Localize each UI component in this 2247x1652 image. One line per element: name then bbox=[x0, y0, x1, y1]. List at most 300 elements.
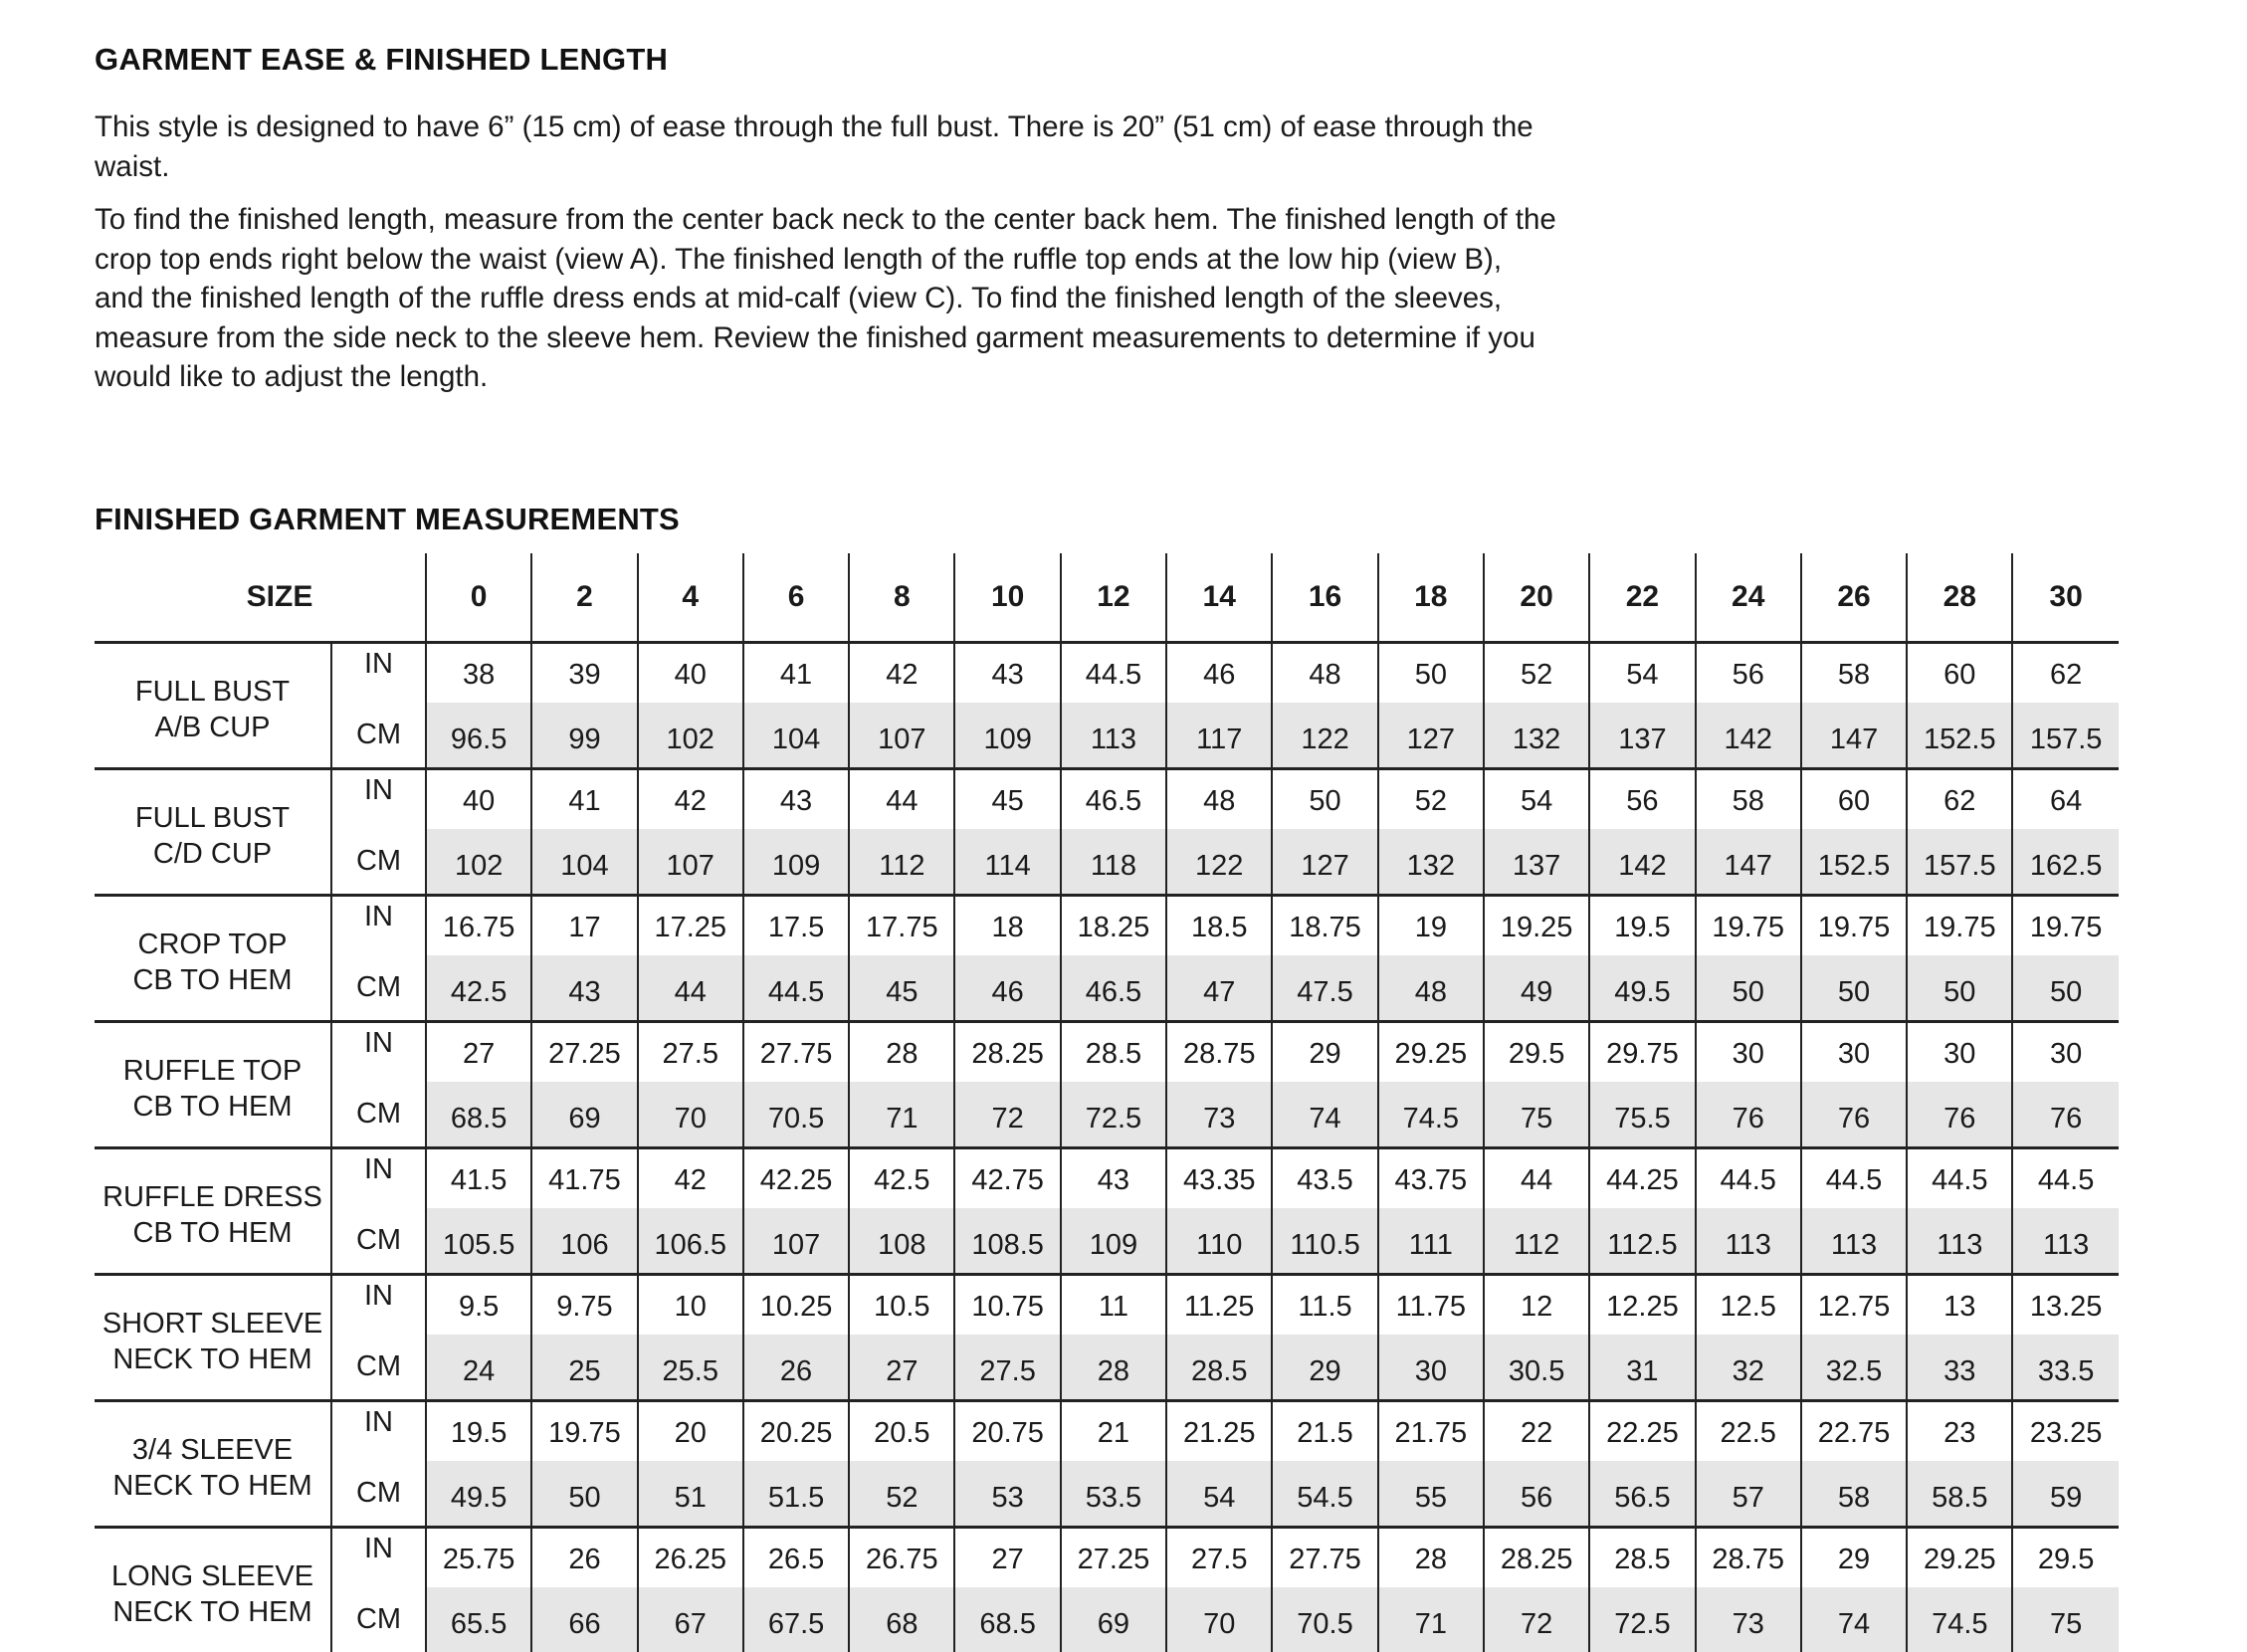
value-cell-in: 11.25 bbox=[1166, 1275, 1272, 1336]
size-header-cell: 6 bbox=[743, 553, 849, 643]
value-cell-in: 62 bbox=[2012, 643, 2118, 704]
unit-cm-label: CM bbox=[331, 1208, 426, 1275]
value-cell-cm: 33 bbox=[1907, 1335, 2012, 1401]
value-cell-in: 41 bbox=[531, 769, 637, 830]
value-cell-cm: 106.5 bbox=[638, 1208, 743, 1275]
unit-cm-label: CM bbox=[331, 829, 426, 896]
size-header-label: SIZE bbox=[95, 553, 426, 643]
value-cell-in: 48 bbox=[1166, 769, 1272, 830]
value-cell-cm: 111 bbox=[1378, 1208, 1484, 1275]
value-cell-cm: 50 bbox=[1801, 955, 1907, 1022]
value-cell-cm: 75.5 bbox=[1589, 1082, 1695, 1148]
measurement-label-text: RUFFLE TOP CB TO HEM bbox=[95, 1045, 330, 1125]
value-cell-in: 19.75 bbox=[2012, 896, 2118, 956]
value-cell-in: 29.5 bbox=[1484, 1022, 1589, 1083]
value-cell-in: 27 bbox=[426, 1022, 531, 1083]
value-cell-in: 28.25 bbox=[1484, 1528, 1589, 1588]
value-cell-in: 44 bbox=[1484, 1148, 1589, 1209]
value-cell-cm: 58.5 bbox=[1907, 1461, 2012, 1528]
unit-in-label: IN bbox=[331, 769, 426, 830]
value-cell-cm: 71 bbox=[849, 1082, 954, 1148]
value-cell-in: 40 bbox=[426, 769, 531, 830]
value-cell-cm: 162.5 bbox=[2012, 829, 2118, 896]
value-cell-cm: 44 bbox=[638, 955, 743, 1022]
value-cell-in: 21.5 bbox=[1272, 1401, 1377, 1462]
value-cell-in: 41.75 bbox=[531, 1148, 637, 1209]
value-cell-cm: 152.5 bbox=[1907, 703, 2012, 769]
value-cell-in: 27.25 bbox=[1061, 1528, 1166, 1588]
value-cell-in: 42.25 bbox=[743, 1148, 849, 1209]
value-cell-in: 58 bbox=[1801, 643, 1907, 704]
measurement-row-cm bbox=[95, 1082, 2119, 1148]
value-cell-in: 23 bbox=[1907, 1401, 2012, 1462]
value-cell-in: 48 bbox=[1272, 643, 1377, 704]
value-cell-in: 21.75 bbox=[1378, 1401, 1484, 1462]
value-cell-in: 20.25 bbox=[743, 1401, 849, 1462]
measurement-row-in bbox=[95, 1275, 2119, 1336]
value-cell-cm: 122 bbox=[1166, 829, 1272, 896]
value-cell-in: 22.75 bbox=[1801, 1401, 1907, 1462]
value-cell-in: 18.25 bbox=[1061, 896, 1166, 956]
value-cell-in: 19.75 bbox=[1801, 896, 1907, 956]
value-cell-cm: 70.5 bbox=[743, 1082, 849, 1148]
value-cell-cm: 32 bbox=[1696, 1335, 1801, 1401]
value-cell-cm: 142 bbox=[1589, 829, 1695, 896]
value-cell-cm: 53 bbox=[954, 1461, 1060, 1528]
value-cell-in: 19.5 bbox=[426, 1401, 531, 1462]
value-cell-cm: 68.5 bbox=[426, 1082, 531, 1148]
measurement-label-text: LONG SLEEVE NECK TO HEM bbox=[95, 1550, 330, 1630]
unit-in-label: IN bbox=[331, 1528, 426, 1588]
unit-in-label: IN bbox=[331, 1275, 426, 1336]
value-cell-cm: 58 bbox=[1801, 1461, 1907, 1528]
value-cell-in: 28.5 bbox=[1061, 1022, 1166, 1083]
value-cell-cm: 99 bbox=[531, 703, 637, 769]
value-cell-cm: 67.5 bbox=[743, 1587, 849, 1652]
value-cell-cm: 72.5 bbox=[1061, 1082, 1166, 1148]
measurement-label bbox=[95, 1528, 331, 1652]
measurement-row-cm bbox=[95, 1208, 2119, 1275]
value-cell-in: 21 bbox=[1061, 1401, 1166, 1462]
value-cell-cm: 142 bbox=[1696, 703, 1801, 769]
measurement-label-text: CROP TOP CB TO HEM bbox=[95, 919, 330, 998]
value-cell-in: 43 bbox=[954, 643, 1060, 704]
value-cell-cm: 71 bbox=[1378, 1587, 1484, 1652]
value-cell-cm: 72 bbox=[954, 1082, 1060, 1148]
value-cell-in: 50 bbox=[1378, 643, 1484, 704]
measurement-label-text: RUFFLE DRESS CB TO HEM bbox=[95, 1171, 330, 1251]
value-cell-cm: 25.5 bbox=[638, 1335, 743, 1401]
measurement-label bbox=[95, 1401, 331, 1528]
value-cell-in: 26.25 bbox=[638, 1528, 743, 1588]
measurement-row-cm bbox=[95, 1461, 2119, 1528]
value-cell-cm: 96.5 bbox=[426, 703, 531, 769]
value-cell-in: 54 bbox=[1589, 643, 1695, 704]
value-cell-in: 12.75 bbox=[1801, 1275, 1907, 1336]
value-cell-cm: 29 bbox=[1272, 1335, 1377, 1401]
measurement-label bbox=[95, 769, 331, 896]
value-cell-cm: 69 bbox=[531, 1082, 637, 1148]
value-cell-in: 19 bbox=[1378, 896, 1484, 956]
value-cell-in: 23.25 bbox=[2012, 1401, 2118, 1462]
value-cell-in: 41 bbox=[743, 643, 849, 704]
value-cell-in: 12.25 bbox=[1589, 1275, 1695, 1336]
value-cell-cm: 74.5 bbox=[1907, 1587, 2012, 1652]
value-cell-cm: 114 bbox=[954, 829, 1060, 896]
value-cell-cm: 32.5 bbox=[1801, 1335, 1907, 1401]
value-cell-cm: 113 bbox=[2012, 1208, 2118, 1275]
measurement-row-cm bbox=[95, 955, 2119, 1022]
value-cell-cm: 26 bbox=[743, 1335, 849, 1401]
value-cell-cm: 31 bbox=[1589, 1335, 1695, 1401]
size-header-cell: 10 bbox=[954, 553, 1060, 643]
value-cell-cm: 75 bbox=[1484, 1082, 1589, 1148]
value-cell-in: 27.75 bbox=[743, 1022, 849, 1083]
value-cell-in: 56 bbox=[1696, 643, 1801, 704]
value-cell-in: 28 bbox=[849, 1022, 954, 1083]
value-cell-in: 27 bbox=[954, 1528, 1060, 1588]
value-cell-cm: 157.5 bbox=[1907, 829, 2012, 896]
value-cell-cm: 49 bbox=[1484, 955, 1589, 1022]
size-header-cell: 18 bbox=[1378, 553, 1484, 643]
value-cell-cm: 113 bbox=[1061, 703, 1166, 769]
value-cell-cm: 50 bbox=[1696, 955, 1801, 1022]
value-cell-cm: 49.5 bbox=[1589, 955, 1695, 1022]
value-cell-cm: 33.5 bbox=[2012, 1335, 2118, 1401]
value-cell-cm: 70.5 bbox=[1272, 1587, 1377, 1652]
value-cell-in: 29.25 bbox=[1907, 1528, 2012, 1588]
value-cell-cm: 105.5 bbox=[426, 1208, 531, 1275]
unit-in-label: IN bbox=[331, 643, 426, 704]
value-cell-cm: 67 bbox=[638, 1587, 743, 1652]
value-cell-cm: 110.5 bbox=[1272, 1208, 1377, 1275]
value-cell-in: 43.35 bbox=[1166, 1148, 1272, 1209]
value-cell-cm: 108.5 bbox=[954, 1208, 1060, 1275]
value-cell-in: 46 bbox=[1166, 643, 1272, 704]
value-cell-in: 30 bbox=[1801, 1022, 1907, 1083]
value-cell-cm: 132 bbox=[1484, 703, 1589, 769]
value-cell-in: 27.75 bbox=[1272, 1528, 1377, 1588]
value-cell-cm: 50 bbox=[531, 1461, 637, 1528]
value-cell-in: 64 bbox=[2012, 769, 2118, 830]
value-cell-in: 21.25 bbox=[1166, 1401, 1272, 1462]
size-header-cell: 26 bbox=[1801, 553, 1907, 643]
value-cell-cm: 30.5 bbox=[1484, 1335, 1589, 1401]
value-cell-in: 22.5 bbox=[1696, 1401, 1801, 1462]
value-cell-in: 22 bbox=[1484, 1401, 1589, 1462]
size-header-cell: 8 bbox=[849, 553, 954, 643]
measurement-label bbox=[95, 643, 331, 769]
value-cell-cm: 25 bbox=[531, 1335, 637, 1401]
value-cell-in: 20 bbox=[638, 1401, 743, 1462]
measurement-row-in bbox=[95, 1148, 2119, 1209]
measurement-row-in bbox=[95, 1528, 2119, 1588]
measurement-label-text: FULL BUST A/B CUP bbox=[95, 666, 330, 745]
value-cell-cm: 24 bbox=[426, 1335, 531, 1401]
value-cell-cm: 113 bbox=[1907, 1208, 2012, 1275]
measurement-row-cm bbox=[95, 703, 2119, 769]
value-cell-cm: 147 bbox=[1801, 703, 1907, 769]
value-cell-cm: 70 bbox=[1166, 1587, 1272, 1652]
value-cell-in: 10.75 bbox=[954, 1275, 1060, 1336]
size-header-cell: 22 bbox=[1589, 553, 1695, 643]
value-cell-in: 60 bbox=[1907, 643, 2012, 704]
value-cell-in: 54 bbox=[1484, 769, 1589, 830]
measurement-row-in bbox=[95, 896, 2119, 956]
value-cell-in: 42.75 bbox=[954, 1148, 1060, 1209]
value-cell-in: 11.75 bbox=[1378, 1275, 1484, 1336]
value-cell-in: 42.5 bbox=[849, 1148, 954, 1209]
value-cell-in: 43.5 bbox=[1272, 1148, 1377, 1209]
unit-cm-label: CM bbox=[331, 955, 426, 1022]
value-cell-cm: 107 bbox=[638, 829, 743, 896]
value-cell-in: 10.5 bbox=[849, 1275, 954, 1336]
value-cell-cm: 76 bbox=[1801, 1082, 1907, 1148]
value-cell-in: 18.75 bbox=[1272, 896, 1377, 956]
value-cell-in: 11.5 bbox=[1272, 1275, 1377, 1336]
value-cell-in: 11 bbox=[1061, 1275, 1166, 1336]
value-cell-in: 12.5 bbox=[1696, 1275, 1801, 1336]
value-cell-in: 52 bbox=[1484, 643, 1589, 704]
value-cell-cm: 30 bbox=[1378, 1335, 1484, 1401]
value-cell-in: 56 bbox=[1589, 769, 1695, 830]
value-cell-in: 29.5 bbox=[2012, 1528, 2118, 1588]
measurement-label-text: SHORT SLEEVE NECK TO HEM bbox=[95, 1298, 330, 1377]
unit-cm-label: CM bbox=[331, 1461, 426, 1528]
value-cell-in: 20.5 bbox=[849, 1401, 954, 1462]
value-cell-cm: 152.5 bbox=[1801, 829, 1907, 896]
value-cell-cm: 44.5 bbox=[743, 955, 849, 1022]
value-cell-cm: 106 bbox=[531, 1208, 637, 1275]
measurement-label-text: 3/4 SLEEVE NECK TO HEM bbox=[95, 1424, 330, 1504]
value-cell-cm: 55 bbox=[1378, 1461, 1484, 1528]
value-cell-in: 17.5 bbox=[743, 896, 849, 956]
value-cell-cm: 74 bbox=[1801, 1587, 1907, 1652]
value-cell-cm: 48 bbox=[1378, 955, 1484, 1022]
value-cell-cm: 28.5 bbox=[1166, 1335, 1272, 1401]
value-cell-in: 39 bbox=[531, 643, 637, 704]
value-cell-cm: 73 bbox=[1696, 1587, 1801, 1652]
unit-cm-label: CM bbox=[331, 1335, 426, 1401]
value-cell-cm: 75 bbox=[2012, 1587, 2118, 1652]
length-paragraph: To find the finished length, measure from the center back neck to the center back hem. The finished length of the crop top ends right below the waist (view A). The finished length of the ruffle top ends at the low hip (view B), and the finished length of the ruffle dress ends at mid-calf (view C). To find the finished length of the sleeves, measure from the side neck to the sleeve hem. Review the finished garment measurements to determine if you would like to adjust the length. bbox=[95, 200, 1557, 397]
measurement-row-in bbox=[95, 643, 2119, 704]
size-header-cell: 20 bbox=[1484, 553, 1589, 643]
value-cell-in: 38 bbox=[426, 643, 531, 704]
value-cell-cm: 74 bbox=[1272, 1082, 1377, 1148]
measurement-row-in bbox=[95, 1022, 2119, 1083]
value-cell-cm: 56 bbox=[1484, 1461, 1589, 1528]
value-cell-in: 29.25 bbox=[1378, 1022, 1484, 1083]
value-cell-in: 13 bbox=[1907, 1275, 2012, 1336]
measurement-label bbox=[95, 1148, 331, 1275]
value-cell-cm: 110 bbox=[1166, 1208, 1272, 1275]
size-header-cell: 16 bbox=[1272, 553, 1377, 643]
value-cell-in: 44.5 bbox=[1801, 1148, 1907, 1209]
value-cell-in: 30 bbox=[1907, 1022, 2012, 1083]
value-cell-cm: 51 bbox=[638, 1461, 743, 1528]
value-cell-in: 13.25 bbox=[2012, 1275, 2118, 1336]
value-cell-cm: 102 bbox=[426, 829, 531, 896]
value-cell-in: 29 bbox=[1272, 1022, 1377, 1083]
measurement-row-cm bbox=[95, 829, 2119, 896]
value-cell-cm: 109 bbox=[1061, 1208, 1166, 1275]
finished-measurements-table bbox=[95, 553, 2119, 1652]
size-header-cell: 0 bbox=[426, 553, 531, 643]
value-cell-in: 19.5 bbox=[1589, 896, 1695, 956]
value-cell-cm: 59 bbox=[2012, 1461, 2118, 1528]
size-header-cell: 4 bbox=[638, 553, 743, 643]
value-cell-in: 19.75 bbox=[1907, 896, 2012, 956]
value-cell-cm: 68.5 bbox=[954, 1587, 1060, 1652]
value-cell-in: 17 bbox=[531, 896, 637, 956]
value-cell-cm: 46.5 bbox=[1061, 955, 1166, 1022]
value-cell-in: 42 bbox=[638, 769, 743, 830]
value-cell-cm: 27 bbox=[849, 1335, 954, 1401]
value-cell-in: 19.75 bbox=[531, 1401, 637, 1462]
value-cell-cm: 27.5 bbox=[954, 1335, 1060, 1401]
value-cell-cm: 104 bbox=[743, 703, 849, 769]
value-cell-cm: 102 bbox=[638, 703, 743, 769]
value-cell-in: 18 bbox=[954, 896, 1060, 956]
value-cell-cm: 52 bbox=[849, 1461, 954, 1528]
value-cell-cm: 54.5 bbox=[1272, 1461, 1377, 1528]
size-header-cell: 14 bbox=[1166, 553, 1272, 643]
value-cell-in: 29.75 bbox=[1589, 1022, 1695, 1083]
value-cell-in: 41.5 bbox=[426, 1148, 531, 1209]
measurement-row-in bbox=[95, 769, 2119, 830]
value-cell-in: 44.25 bbox=[1589, 1148, 1695, 1209]
value-cell-in: 27.5 bbox=[1166, 1528, 1272, 1588]
value-cell-cm: 157.5 bbox=[2012, 703, 2118, 769]
value-cell-in: 44.5 bbox=[1907, 1148, 2012, 1209]
value-cell-in: 42 bbox=[638, 1148, 743, 1209]
size-header-row bbox=[95, 553, 2119, 643]
value-cell-in: 58 bbox=[1696, 769, 1801, 830]
measurement-label bbox=[95, 1022, 331, 1148]
value-cell-cm: 65.5 bbox=[426, 1587, 531, 1652]
value-cell-in: 28.25 bbox=[954, 1022, 1060, 1083]
value-cell-cm: 68 bbox=[849, 1587, 954, 1652]
value-cell-cm: 57 bbox=[1696, 1461, 1801, 1528]
value-cell-in: 17.75 bbox=[849, 896, 954, 956]
value-cell-in: 28.5 bbox=[1589, 1528, 1695, 1588]
value-cell-in: 19.25 bbox=[1484, 896, 1589, 956]
size-header-cell: 28 bbox=[1907, 553, 2012, 643]
value-cell-cm: 47 bbox=[1166, 955, 1272, 1022]
value-cell-cm: 112 bbox=[849, 829, 954, 896]
value-cell-cm: 76 bbox=[1696, 1082, 1801, 1148]
value-cell-in: 25.75 bbox=[426, 1528, 531, 1588]
value-cell-in: 10 bbox=[638, 1275, 743, 1336]
value-cell-in: 27.25 bbox=[531, 1022, 637, 1083]
value-cell-in: 17.25 bbox=[638, 896, 743, 956]
value-cell-in: 45 bbox=[954, 769, 1060, 830]
value-cell-in: 18.5 bbox=[1166, 896, 1272, 956]
value-cell-in: 44 bbox=[849, 769, 954, 830]
measurement-row-cm bbox=[95, 1587, 2119, 1652]
value-cell-cm: 43 bbox=[531, 955, 637, 1022]
value-cell-cm: 117 bbox=[1166, 703, 1272, 769]
value-cell-cm: 28 bbox=[1061, 1335, 1166, 1401]
value-cell-cm: 112 bbox=[1484, 1208, 1589, 1275]
value-cell-cm: 108 bbox=[849, 1208, 954, 1275]
value-cell-cm: 74.5 bbox=[1378, 1082, 1484, 1148]
value-cell-in: 26 bbox=[531, 1528, 637, 1588]
value-cell-in: 26.75 bbox=[849, 1528, 954, 1588]
value-cell-cm: 104 bbox=[531, 829, 637, 896]
unit-cm-label: CM bbox=[331, 703, 426, 769]
value-cell-in: 28 bbox=[1378, 1528, 1484, 1588]
value-cell-cm: 113 bbox=[1801, 1208, 1907, 1275]
measurement-row-in bbox=[95, 1401, 2119, 1462]
value-cell-in: 44.5 bbox=[2012, 1148, 2118, 1209]
size-header-cell: 12 bbox=[1061, 553, 1166, 643]
value-cell-in: 40 bbox=[638, 643, 743, 704]
unit-cm-label: CM bbox=[331, 1587, 426, 1652]
value-cell-cm: 70 bbox=[638, 1082, 743, 1148]
unit-in-label: IN bbox=[331, 1401, 426, 1462]
value-cell-cm: 132 bbox=[1378, 829, 1484, 896]
value-cell-cm: 107 bbox=[849, 703, 954, 769]
value-cell-in: 46.5 bbox=[1061, 769, 1166, 830]
value-cell-in: 12 bbox=[1484, 1275, 1589, 1336]
value-cell-cm: 127 bbox=[1378, 703, 1484, 769]
value-cell-in: 43.75 bbox=[1378, 1148, 1484, 1209]
measurement-label bbox=[95, 1275, 331, 1401]
value-cell-in: 16.75 bbox=[426, 896, 531, 956]
value-cell-cm: 69 bbox=[1061, 1587, 1166, 1652]
value-cell-cm: 76 bbox=[2012, 1082, 2118, 1148]
value-cell-in: 9.5 bbox=[426, 1275, 531, 1336]
value-cell-in: 62 bbox=[1907, 769, 2012, 830]
value-cell-cm: 50 bbox=[2012, 955, 2118, 1022]
value-cell-cm: 54 bbox=[1166, 1461, 1272, 1528]
value-cell-cm: 66 bbox=[531, 1587, 637, 1652]
value-cell-in: 9.75 bbox=[531, 1275, 637, 1336]
unit-cm-label: CM bbox=[331, 1082, 426, 1148]
value-cell-in: 27.5 bbox=[638, 1022, 743, 1083]
value-cell-in: 10.25 bbox=[743, 1275, 849, 1336]
measurements-section-title: FINISHED GARMENT MEASUREMENTS bbox=[95, 500, 680, 539]
value-cell-cm: 118 bbox=[1061, 829, 1166, 896]
document-page bbox=[95, 40, 2154, 397]
value-cell-cm: 73 bbox=[1166, 1082, 1272, 1148]
value-cell-cm: 51.5 bbox=[743, 1461, 849, 1528]
measurement-label-text: FULL BUST C/D CUP bbox=[95, 792, 330, 872]
value-cell-in: 44.5 bbox=[1696, 1148, 1801, 1209]
value-cell-in: 52 bbox=[1378, 769, 1484, 830]
value-cell-cm: 107 bbox=[743, 1208, 849, 1275]
value-cell-in: 19.75 bbox=[1696, 896, 1801, 956]
value-cell-in: 60 bbox=[1801, 769, 1907, 830]
value-cell-in: 20.75 bbox=[954, 1401, 1060, 1462]
value-cell-cm: 53.5 bbox=[1061, 1461, 1166, 1528]
value-cell-cm: 112.5 bbox=[1589, 1208, 1695, 1275]
value-cell-in: 44.5 bbox=[1061, 643, 1166, 704]
value-cell-in: 30 bbox=[2012, 1022, 2118, 1083]
unit-in-label: IN bbox=[331, 896, 426, 956]
measurement-row-cm bbox=[95, 1335, 2119, 1401]
unit-in-label: IN bbox=[331, 1022, 426, 1083]
size-header-cell: 2 bbox=[531, 553, 637, 643]
value-cell-in: 43 bbox=[743, 769, 849, 830]
value-cell-in: 28.75 bbox=[1696, 1528, 1801, 1588]
value-cell-in: 26.5 bbox=[743, 1528, 849, 1588]
value-cell-in: 43 bbox=[1061, 1148, 1166, 1209]
unit-in-label: IN bbox=[331, 1148, 426, 1209]
value-cell-cm: 45 bbox=[849, 955, 954, 1022]
